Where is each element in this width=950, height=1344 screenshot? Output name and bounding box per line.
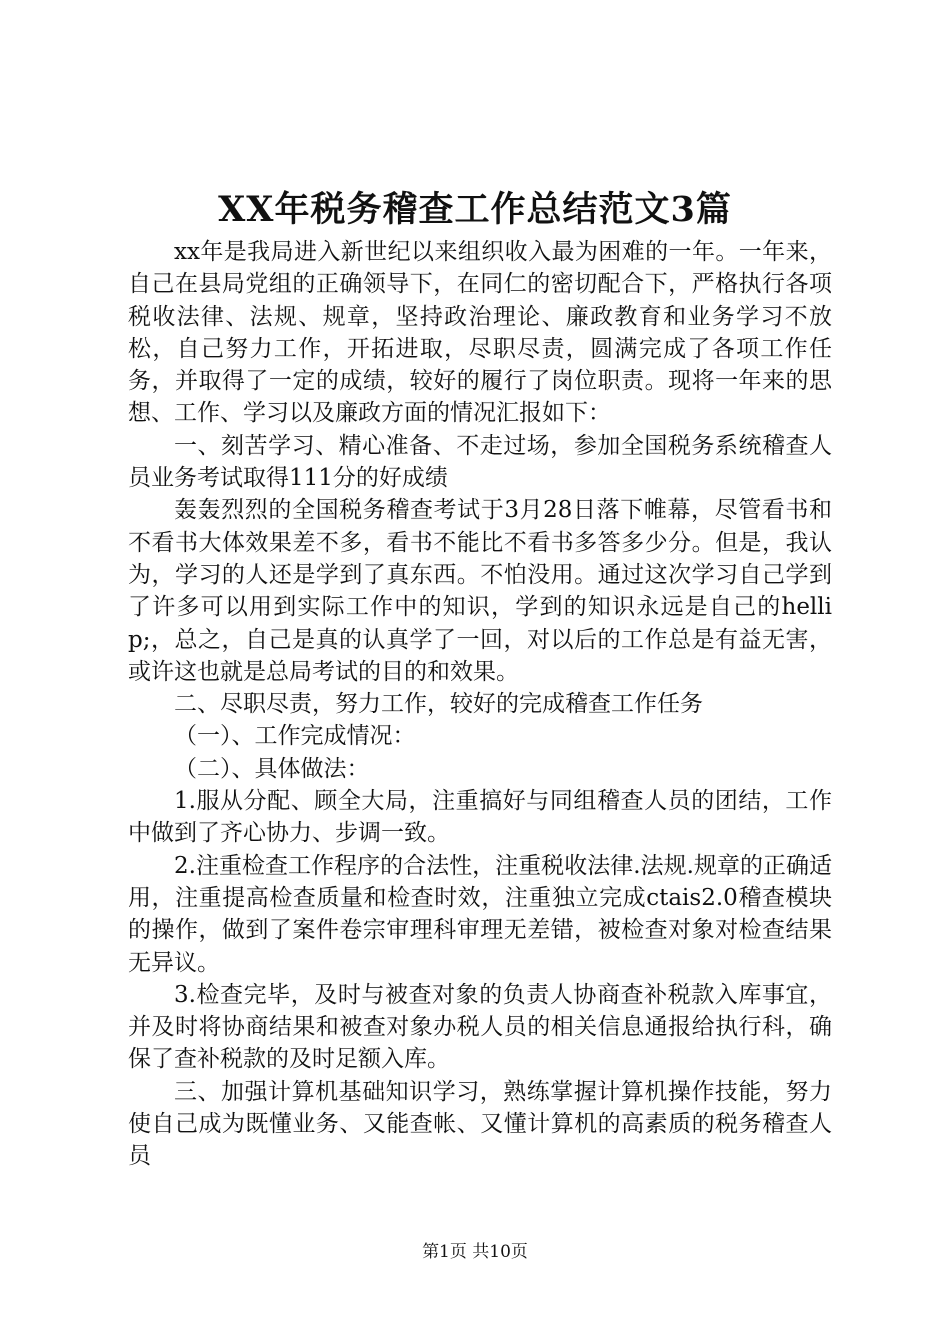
paragraph-section-2-heading: 二、尽职尽责，努力工作，较好的完成稽查工作任务	[174, 691, 703, 718]
paragraph-intro: xx年是我局进入新世纪以来组织收入最为困难的一年。一年来，自己在县局党组的正确领导下，在同仁的密切配合下，严格执行各项税收法律、法规、规章，坚持政治理论、廉政教育和业务学习不放松，自己努力工作，开拓进取，尽职尽责，圆满完成了各项工作任务，并取得了一定的成绩，较好的履行了岗位职责。现将一年来的思想、工作、学习以及廉政方面的情况汇报如下：	[128, 239, 832, 427]
paragraph-item-3: 3.检查完毕，及时与被查对象的负责人协商查补税款入库事宜，并及时将协商结果和被查对象办税人员的相关信息通报给执行科，确保了查补税款的及时足额入库。	[128, 981, 832, 1073]
document-title: XX年税务稽查工作总结范文3篇	[218, 189, 732, 230]
paragraph-exam: 轰轰烈烈的全国税务稽查考试于3月28日落下帷幕，尽管看书和不看书大体效果差不多，看书不能比不看书多答多少分。但是，我认为，学习的人还是学到了真东西。不怕没用。通过这次学习自己学到了许多可以用到实际工作中的知识，学到的知识永远是自己的hellip;，总之，自己是真的认真学了一回，对以后的工作总是有益无害，或许这也就是总局考试的目的和效果。	[128, 497, 832, 685]
paragraph-subsection-1: （一）、工作完成情况：	[174, 723, 416, 750]
paragraph-section-3-heading: 三、加强计算机基础知识学习，熟练掌握计算机操作技能，努力使自己成为既懂业务、又能查帐、又懂计算机的高素质的税务稽查人员	[128, 1078, 832, 1170]
document-body	[128, 236, 832, 1173]
paragraph-subsection-2: （二）、具体做法：	[174, 755, 370, 782]
paragraph-item-2: 2.注重检查工作程序的合法性，注重税收法律.法规.规章的正确适用，注重提高检查质量和检查时效，注重独立完成ctais2.0稽查模块的操作，做到了案件卷宗审理科审理无差错，被检查对象对检查结果无异议。	[128, 852, 832, 976]
paragraph-section-1-heading: 一、刻苦学习、精心准备、不走过场，参加全国税务系统稽查人员业务考试取得111分的好成绩	[128, 432, 832, 492]
paragraph-item-1: 1.服从分配、顾全大局，注重搞好与同组稽查人员的团结，工作中做到了齐心协力、步调一致。	[128, 788, 832, 847]
page-number-footer: 第1页 共10页	[422, 1242, 528, 1262]
